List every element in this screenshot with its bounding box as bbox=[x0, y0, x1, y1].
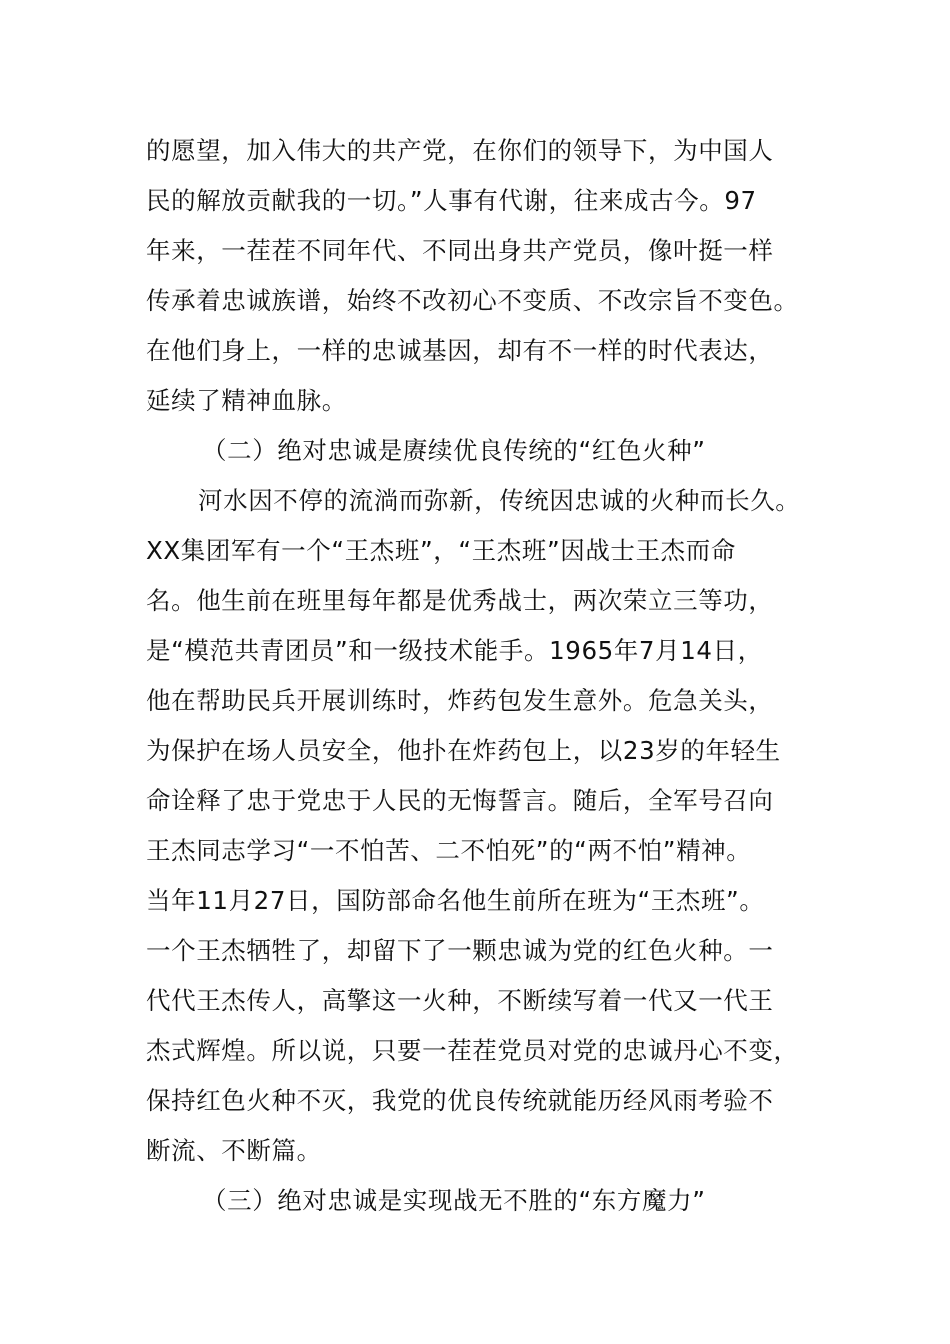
paragraph-line: XX集团军有一个“王杰班”，“王杰班”因战士王杰而命 bbox=[146, 536, 736, 565]
paragraph-line: 他在帮助民兵开展训练时，炸药包发生意外。危急关头， bbox=[146, 686, 774, 715]
paragraph-line: 王杰同志学习“一不怕苦、二不怕死”的“两不怕”精神。 bbox=[146, 836, 752, 865]
paragraph-line: 名。他生前在班里每年都是优秀战士，两次荣立三等功， bbox=[146, 586, 774, 615]
paragraph-line: 是“模范共青团员”和一级技术能手。1965年7月14日， bbox=[146, 636, 763, 665]
section-heading: （三）绝对忠诚是实现战无不胜的“东方魔力” bbox=[202, 1186, 706, 1215]
paragraph-line: 命诠释了忠于党忠于人民的无悔誓言。随后，全军号召向 bbox=[146, 786, 774, 815]
paragraph-line: 代代王杰传人，高擎这一火种，不断续写着一代又一代王 bbox=[146, 986, 774, 1015]
paragraph-line: 一个王杰牺牲了，却留下了一颗忠诚为党的红色火种。一 bbox=[146, 936, 774, 965]
paragraph-line: 延续了精神血脉。 bbox=[146, 386, 347, 415]
paragraph-line: 当年11月27日，国防部命名他生前所在班为“王杰班”。 bbox=[146, 886, 765, 915]
section-heading: （二）绝对忠诚是赓续优良传统的“红色火种” bbox=[202, 436, 706, 465]
paragraph-line: 杰式辉煌。所以说，只要一茬茬党员对党的忠诚丹心不变， bbox=[146, 1036, 799, 1065]
paragraph-line: 传承着忠诚族谱，始终不改初心不变质、不改宗旨不变色。 bbox=[146, 286, 799, 315]
paragraph-line: 保持红色火种不灭，我党的优良传统就能历经风雨考验不 bbox=[146, 1086, 774, 1115]
paragraph-line: 为保护在场人员安全，他扑在炸药包上，以23岁的年轻生 bbox=[146, 736, 781, 765]
paragraph-line: 断流、不断篇。 bbox=[146, 1136, 322, 1165]
paragraph-line: 民的解放贡献我的一切。”人事有代谢，往来成古今。97 bbox=[146, 186, 757, 215]
paragraph-line: 年来，一茬茬不同年代、不同出身共产党员，像叶挺一样 bbox=[146, 236, 774, 265]
paragraph-line: 河水因不停的流淌而弥新，传统因忠诚的火种而长久。 bbox=[198, 486, 801, 515]
paragraph-line: 在他们身上，一样的忠诚基因，却有不一样的时代表达， bbox=[146, 336, 774, 365]
paragraph-line: 的愿望，加入伟大的共产党，在你们的领导下，为中国人 bbox=[146, 136, 774, 165]
